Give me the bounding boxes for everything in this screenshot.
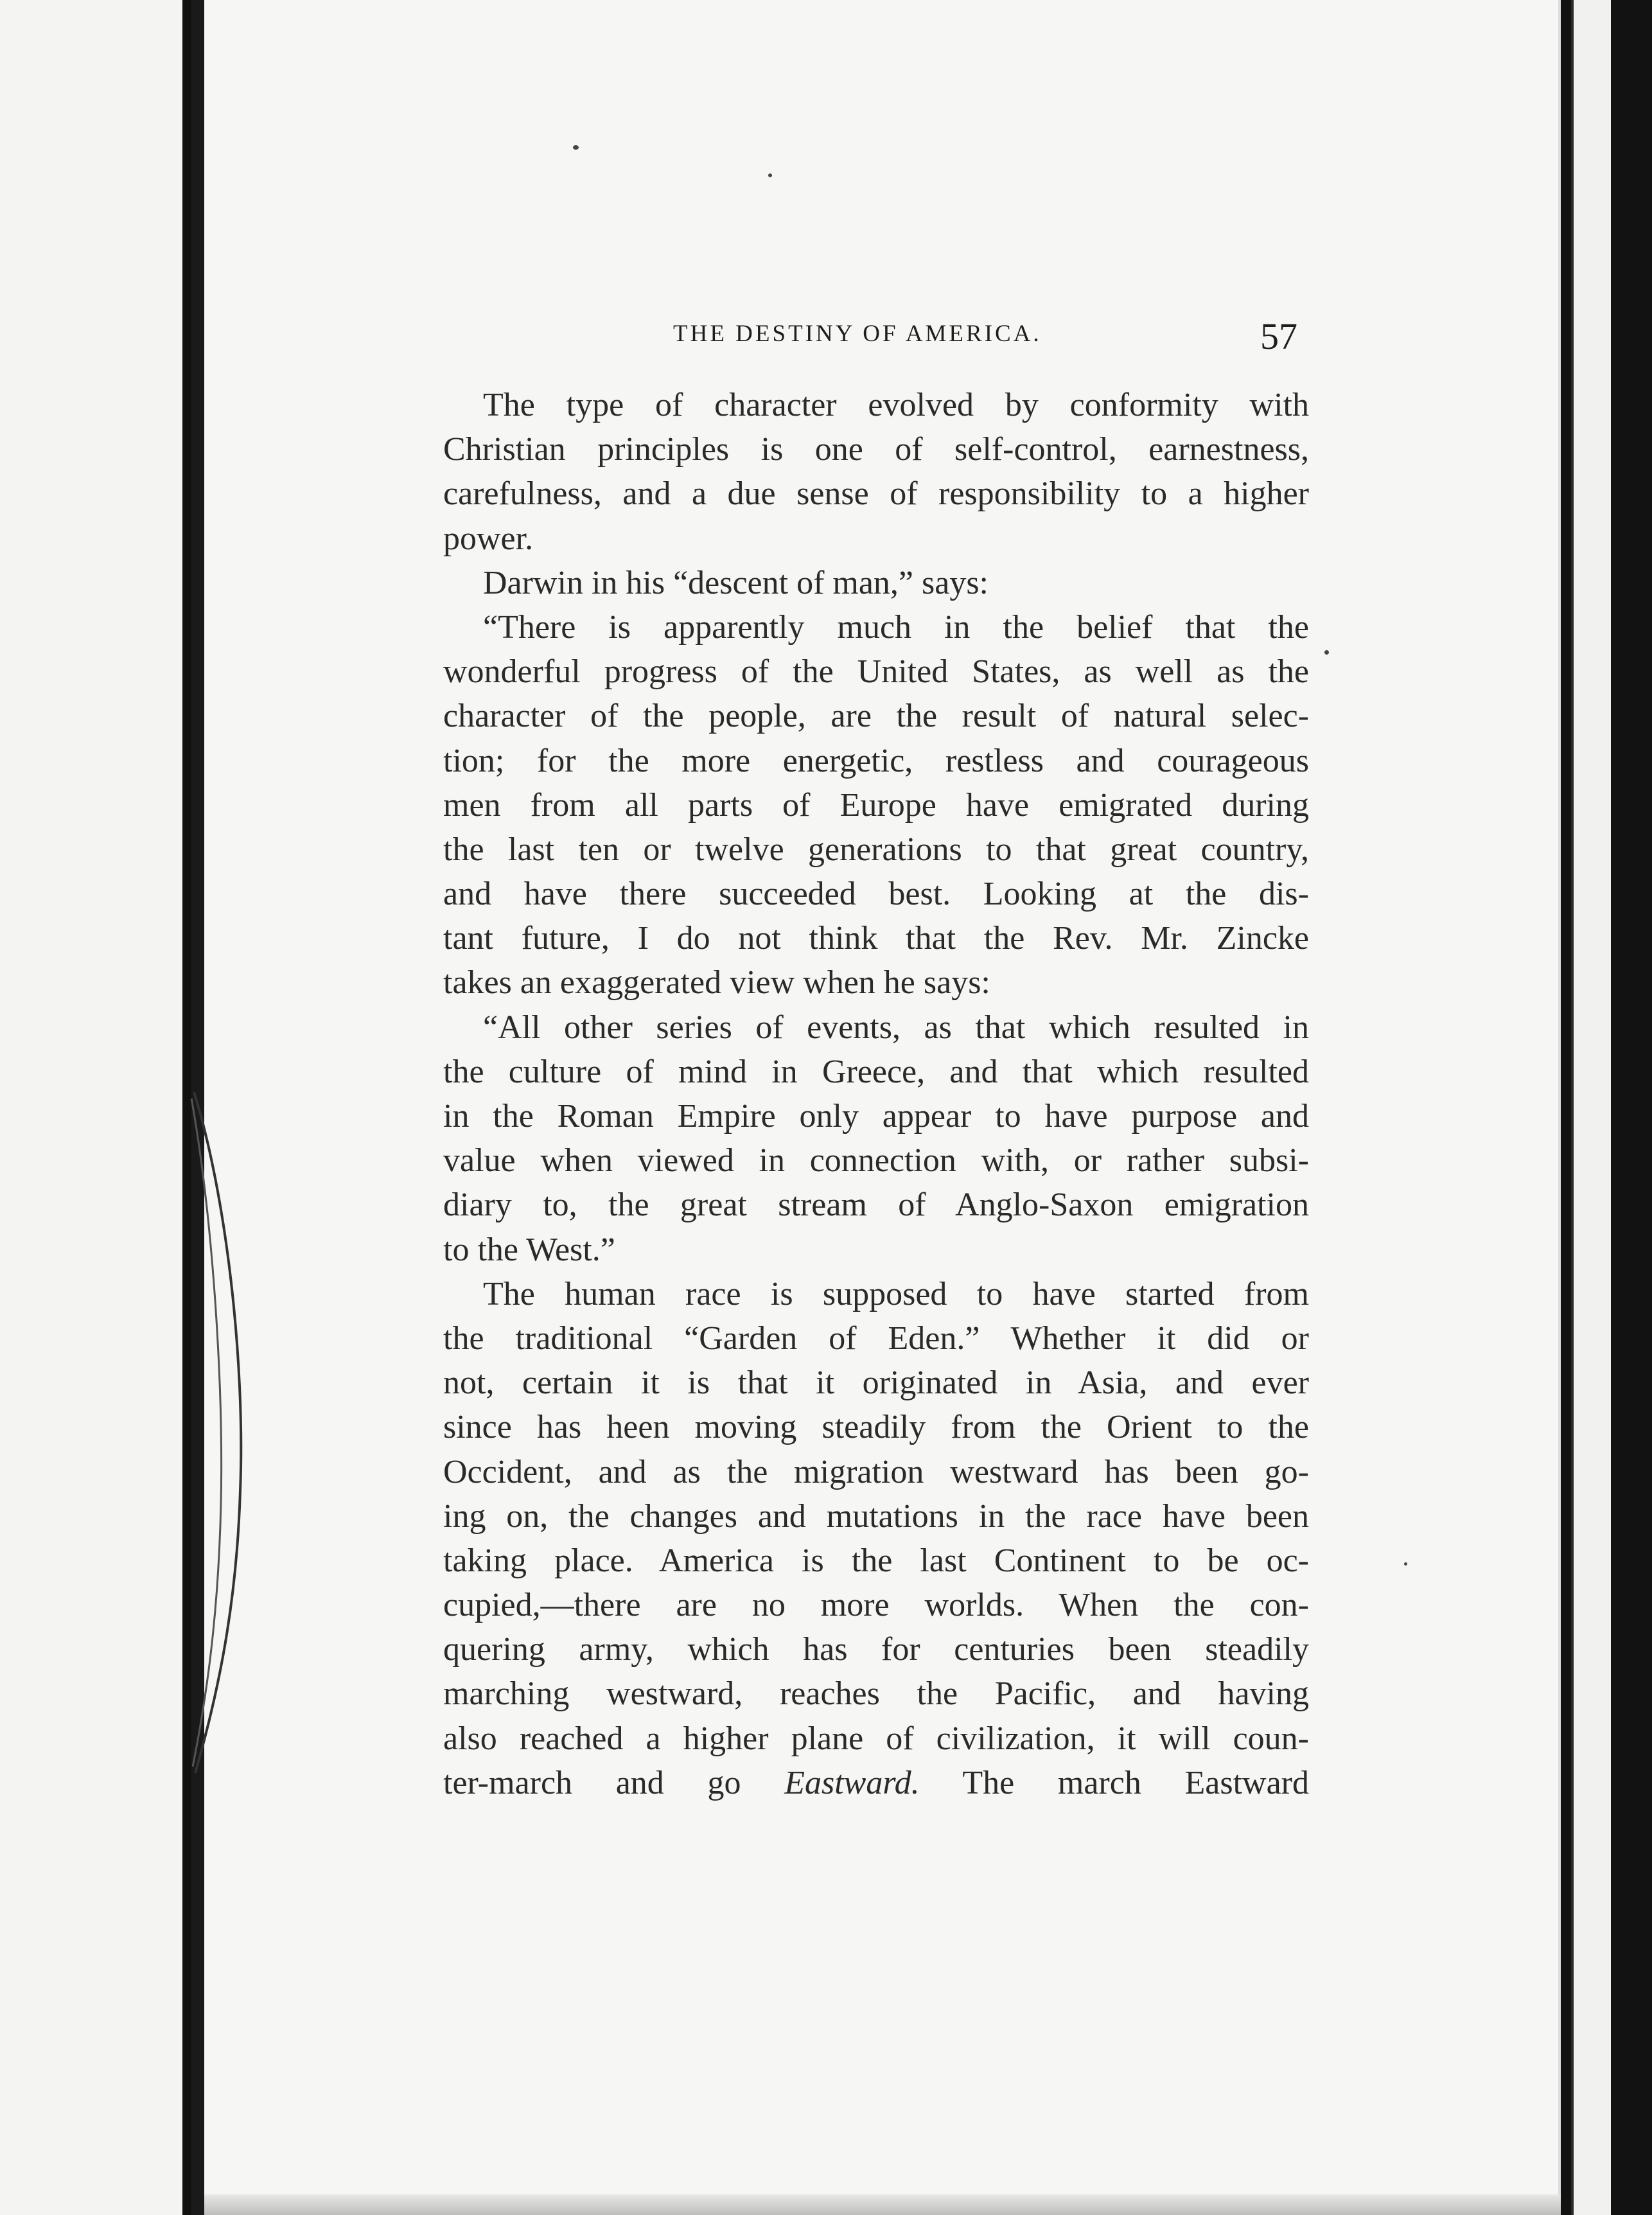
page-number: 57: [1260, 315, 1297, 357]
text-line: cupied,—there are no more worlds. When the con-: [443, 1587, 1309, 1624]
text-line: wonderful progress of the United States, as well as the: [443, 653, 1309, 691]
text-line: and have there succeeded best. Looking at the dis-: [443, 876, 1309, 913]
ink-speck: [573, 145, 579, 150]
text-line: the traditional “Garden of Eden.” Whether it did or: [443, 1319, 1309, 1357]
line-start: ter-march and go: [443, 1764, 741, 1801]
text-line: value when viewed in connection with, or rather subsi-: [443, 1142, 1309, 1179]
text-line: ing on, the changes and mutations in the race have been: [443, 1497, 1309, 1535]
running-head: THE DESTINY OF AMERICA.: [673, 321, 1042, 347]
next-page-edge: [1571, 0, 1611, 2215]
text-line: men from all parts of Europe have emigrated during: [443, 786, 1309, 824]
text-line: quering army, which has for centuries been steadily: [443, 1631, 1309, 1668]
text-line: character of the people, are the result of natural selec-: [443, 698, 1309, 735]
page-bottom-edge: [204, 2194, 1561, 2215]
facing-page-edge: [0, 0, 186, 2215]
text-line: Occident, and as the migration westward has been go-: [443, 1453, 1309, 1490]
text-line: not, certain it is that it originated in Asia, and ever: [443, 1364, 1309, 1402]
text-line: also reached a higher plane of civilization, it will coun-: [443, 1720, 1309, 1757]
text-line: since has heen moving steadily from the Orient to the: [443, 1409, 1309, 1446]
line-end: The march Eastward: [962, 1764, 1309, 1801]
body-text: [443, 383, 1309, 1805]
text-line: the culture of mind in Greece, and that which resulted: [443, 1053, 1309, 1090]
text-line: tant future, I do not think that the Rev. Mr. Zincke: [443, 920, 1309, 957]
text-line: marching westward, reaches the Pacific, and having: [443, 1675, 1309, 1713]
text-line: “There is apparently much in the belief that the: [483, 608, 1309, 646]
text-line: Darwin in his “descent of man,” says:: [483, 564, 989, 601]
ink-speck: [1324, 650, 1329, 655]
text-line: The type of character evolved by conformity with: [483, 387, 1309, 423]
text-line: in the Roman Empire only appear to have purpose and: [443, 1098, 1309, 1134]
text-line: tion; for the more energetic, restless and courageous: [443, 742, 1309, 779]
ink-speck: [768, 173, 772, 177]
text-line-final: [443, 1761, 1309, 1805]
text-line: the last ten or twelve generations to that great country,: [443, 831, 1309, 868]
text-line: The human race is supposed to have started from: [483, 1275, 1309, 1312]
text-line: power.: [443, 520, 534, 557]
text-line: diary to, the great stream of Anglo-Saxon emigration: [443, 1187, 1309, 1224]
text-line: “All other series of events, as that which resulted in: [483, 1009, 1309, 1046]
text-line: Christian principles is one of self-control, earnestness,: [443, 431, 1309, 468]
italic-word: Eastward.: [784, 1764, 920, 1801]
text-line: takes an exaggerated view when he says:: [443, 964, 990, 1002]
text-line: to the West.”: [443, 1231, 615, 1268]
binding-thread: [188, 1092, 252, 1773]
text-line: taking place. America is the last Continent to be oc-: [443, 1542, 1309, 1579]
text-line: carefulness, and a due sense of responsibility to a higher: [443, 475, 1309, 513]
ink-speck: [1404, 1562, 1407, 1566]
